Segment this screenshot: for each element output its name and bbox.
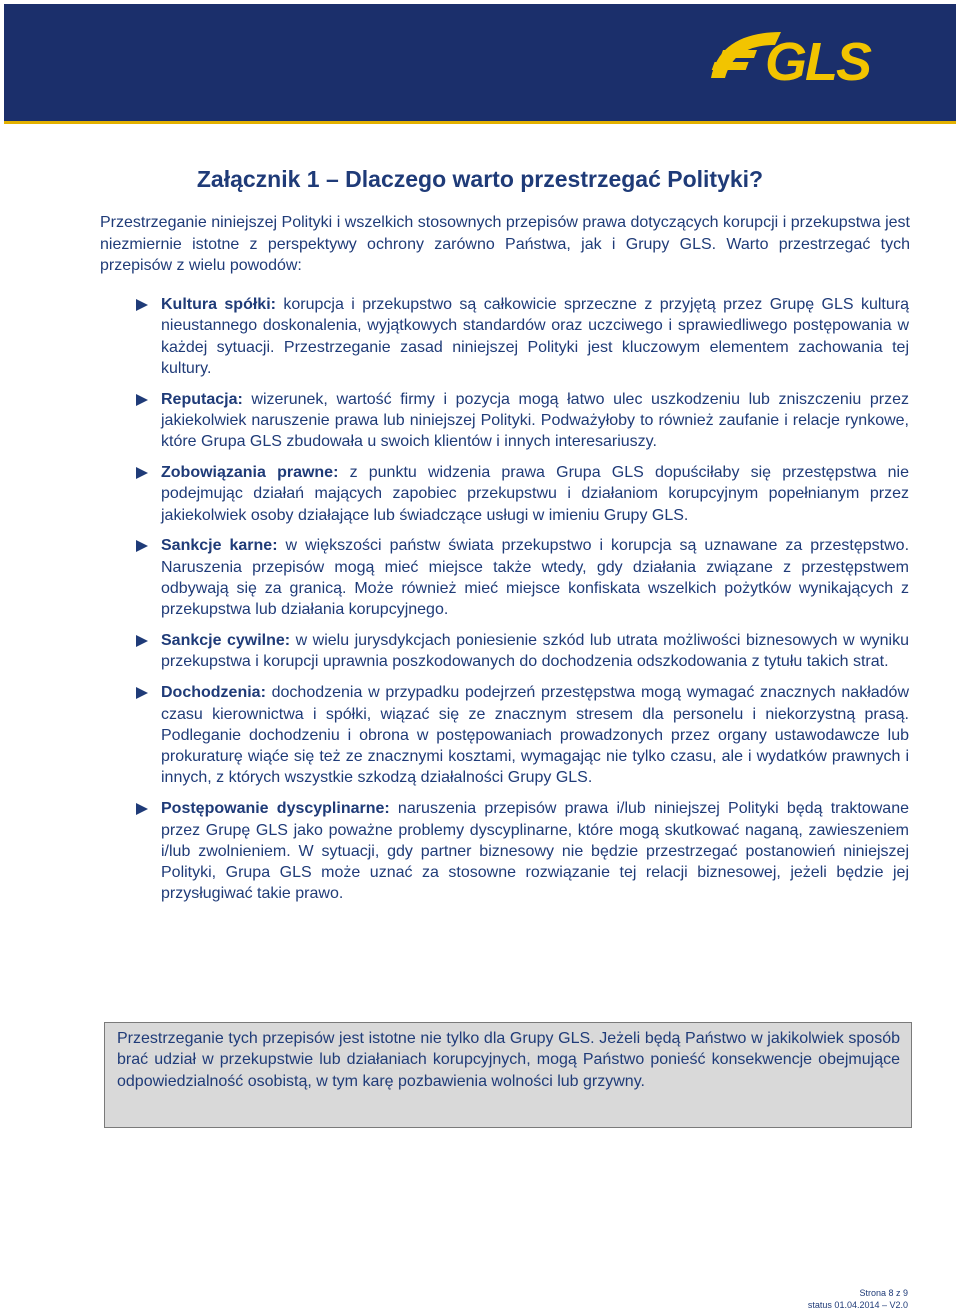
logo-wordmark: GLS <box>765 32 871 90</box>
list-item <box>133 462 909 526</box>
list-item <box>133 535 909 620</box>
reason-term: Sankcje cywilne: <box>161 632 291 650</box>
reason-text: dochodzenia w przypadku podejrzeń przestępstwa mogą wymagać znacznych nakładów czasu kierownictwa i spółki, wiązać się ze znacznym stresem dla personelu i niekorzystną prasą. Podleganie dochodzeniu i obrona w postępowaniach prowadzonych przez organy ustawodawcze lub prokuraturę wiąće się też ze znacznymi kosztami, wymagając nie tylko czasu, ale i wydatków prawnych i innych, z których wszystkie szkodzą działalności Grupy GLS. <box>161 684 909 787</box>
reason-term: Reputacja: <box>161 390 243 408</box>
triangle-bullet-icon <box>136 299 148 311</box>
footer <box>808 1287 908 1311</box>
header-band <box>4 4 956 124</box>
reason-text: naruszenia przepisów prawa i/lub niniejszej Polityki będą traktowane przez Grupę GLS jako poważne problemy dyscyplinarne, które mogą skutkować naganą, zawieszeniem i/lub zwolnieniem. W sytuacji, gdy partner biznesowy nie będzie przestrzegać postanowień niniejszej Polityki, Grupa GLS może uznać za stosowne rozwiązanie tej relacji biznesowej, jeżeli będzie jej przysługiwać takie prawo. <box>161 800 909 903</box>
intro-paragraph: Przestrzeganie niniejszej Polityki i wszelkich stosownych przepisów prawa dotyczących korupcji i przekupstwa jest niezmiernie istotne z perspektywy ochrony zarówno Państwa, jak i Grupy GLS. Warto przestrzegać tych przepisów z wielu powodów: <box>100 214 910 274</box>
triangle-bullet-icon <box>136 687 148 699</box>
document-status: status 01.04.2014 – V2.0 <box>807 1300 908 1310</box>
list-item <box>133 682 909 788</box>
triangle-bullet-icon <box>136 803 148 815</box>
notice-box <box>104 1022 912 1128</box>
reason-text: w wielu jurysdykcjach poniesienie szkód lub utrata możliwości biznesowych w wyniku przekupstwa i korupcji uprawnia poszkodowanych do dochodzenia odszkodowania z tytułu takich strat. <box>161 632 909 671</box>
reason-text: z punktu widzenia prawa Grupa GLS dopuściłaby się przestępstwa nie podejmując działań mających zapobiec przekupstwu i działaniom korupcyjnym popełnianym przez jakiekolwiek osoby działające lub świadczące usługi w imieniu Grupy GLS. <box>161 464 910 524</box>
reasons-list <box>133 294 909 914</box>
triangle-bullet-icon <box>136 540 148 552</box>
notice-text: Przestrzeganie tych przepisów jest istotne nie tylko dla Grupy GLS. Jeżeli będą Państwo w jakikolwiek sposób brać udział w przekupstwie lub działaniach korupcyjnych, mogą Państwo ponieść konsekwencje obejmujące odpowiedzialność osobistą, w tym karę pozbawienia wolności lub grzywny. <box>117 1030 900 1090</box>
reason-term: Dochodzenia: <box>161 684 266 702</box>
list-item <box>133 798 909 904</box>
page-number: Strona 8 z 9 <box>859 1288 908 1298</box>
reason-term: Zobowiązania prawne: <box>161 464 339 482</box>
reason-text: w większości państw świata przekupstwo i korupcja są uznawane za przestępstwo. Naruszenia przepisów mogą mieć miejsce także wtedy, gdy działania związane z przestępstwem odbywają się za granicą. Może również mieć miejsce konfiskata wszelkich pożytków wynikających z przekupstwa lub działania korupcyjnego. <box>161 537 910 619</box>
reason-term: Postępowanie dyscyplinarne: <box>161 800 390 818</box>
reason-text: wizerunek, wartość firmy i pozycja mogą łatwo ulec uszkodzeniu lub zniszczeniu przez jakiekolwiek naruszenie prawa lub niniejszej Polityki. Podważyłoby to również zaufanie i relacje rynkowe, które Grupa GLS zbudowała u swoich klientów i innych interesariuszy. <box>161 390 909 451</box>
reason-term: Sankcje karne: <box>161 537 278 555</box>
gls-logo <box>707 28 912 90</box>
page-title: Załącznik 1 – Dlaczego warto przestrzegać Polityki? <box>196 166 764 192</box>
list-item <box>133 389 909 453</box>
list-item <box>133 630 909 673</box>
reason-term: Kultura spółki: <box>161 296 276 313</box>
triangle-bullet-icon <box>136 635 148 647</box>
triangle-bullet-icon <box>136 467 148 479</box>
reason-text: korupcja i przekupstwo są całkowicie sprzeczne z przyjętą przez Grupę GLS kulturą nieustannego doskonalenia, wyjątkowych standardów oraz uczciwego i sprawiedliwego postępowania w każdej sytuacji. Przestrzeganie zasad niniejszej Polityki jest kluczowym elementem zachowania tej kultury. <box>161 296 909 377</box>
triangle-bullet-icon <box>136 394 148 406</box>
list-item <box>133 294 909 379</box>
